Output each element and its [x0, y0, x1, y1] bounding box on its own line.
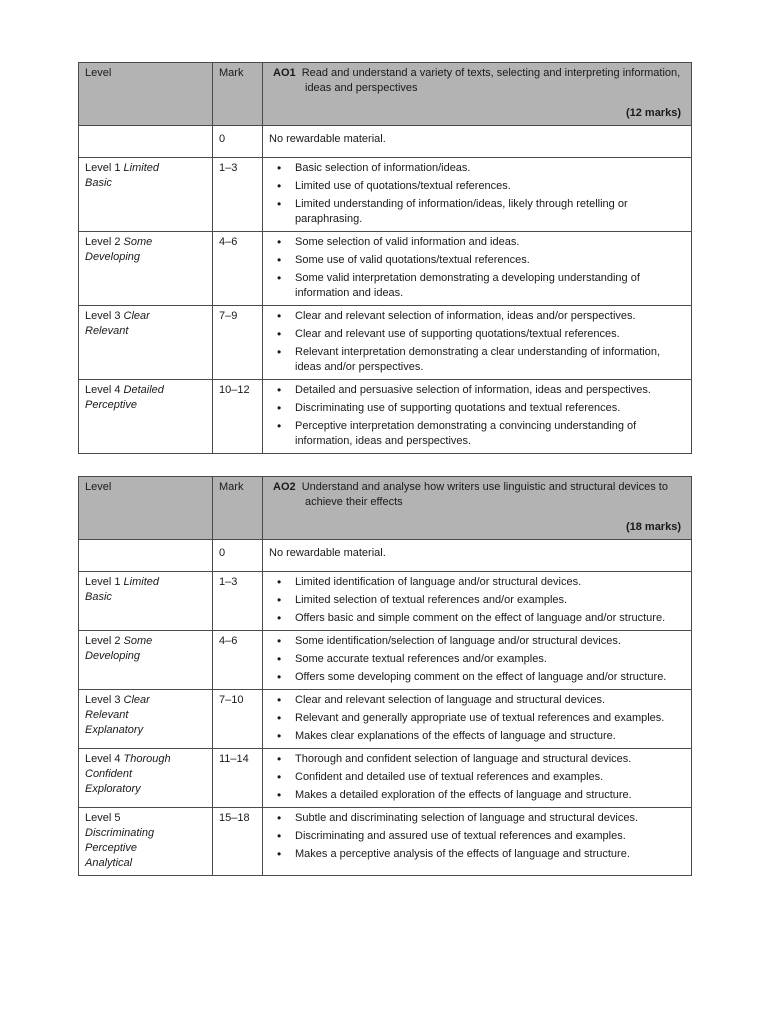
table-header-row	[79, 477, 692, 540]
level-descriptor: Developing	[85, 251, 141, 263]
total-marks: (12 marks)	[625, 107, 681, 119]
level-cell	[79, 540, 213, 572]
ao1-rubric-table	[78, 62, 692, 454]
criteria-item: • Clear and relevant selection of language and structural devices.	[269, 693, 685, 708]
ao-code: AO2	[273, 481, 296, 493]
level-name	[85, 812, 120, 824]
table-row	[79, 572, 692, 631]
criteria-list	[269, 693, 685, 744]
level-cell	[79, 631, 213, 690]
level-descriptor: Analytical	[85, 857, 133, 869]
level-cell	[79, 808, 213, 876]
criteria-item: • Limited identification of language and/or structural devices.	[269, 575, 685, 590]
criteria-item: • Discriminating use of supporting quotations and textual references.	[269, 401, 685, 416]
criteria-item: • Subtle and discriminating selection of language and structural devices.	[269, 811, 685, 826]
table-row	[79, 808, 692, 876]
level-number: Level 3	[85, 694, 124, 706]
criteria-item: • Basic selection of information/ideas.	[269, 161, 685, 176]
mark-range-cell: 4–6	[213, 631, 263, 690]
criteria-item: • Some accurate textual references and/or examples.	[269, 652, 685, 667]
mark-range-cell: 4–6	[213, 232, 263, 306]
table-header-row	[79, 63, 692, 126]
criteria-item: • Discriminating and assured use of textual references and examples.	[269, 829, 685, 844]
descriptor-cell	[263, 690, 692, 749]
table-row	[79, 380, 692, 454]
criteria-item: • Thorough and confident selection of language and structural devices.	[269, 752, 685, 767]
mark-range-cell: 11–14	[213, 749, 263, 808]
level-cell	[79, 572, 213, 631]
criteria-list	[269, 811, 685, 862]
mark-column-header: Mark	[213, 63, 263, 126]
level-number: Level 1	[85, 162, 124, 174]
descriptor-cell	[263, 631, 692, 690]
level-cell	[79, 690, 213, 749]
criteria-item: • Offers basic and simple comment on the effect of language and/or structure.	[269, 611, 685, 626]
level-name	[85, 310, 150, 322]
criteria-item: • Clear and relevant use of supporting quotations/textual references.	[269, 327, 685, 342]
criteria-list	[269, 383, 685, 449]
criteria-item: • Some identification/selection of language and/or structural devices.	[269, 634, 685, 649]
level-name	[85, 635, 152, 647]
level-descriptor: Basic	[85, 591, 112, 603]
level-descriptor: Clear	[123, 694, 150, 706]
criteria-item: • Confident and detailed use of textual references and examples.	[269, 770, 685, 785]
level-name	[85, 576, 159, 588]
level-descriptor: Detailed	[123, 384, 164, 396]
level-number: Level 4	[85, 384, 124, 396]
level-name	[85, 384, 164, 396]
descriptor-cell	[263, 232, 692, 306]
level-descriptor: Exploratory	[85, 783, 141, 795]
criteria-item: • Limited use of quotations/textual references.	[269, 179, 685, 194]
level-descriptor: Relevant	[85, 325, 129, 337]
mark-range-cell: 0	[213, 540, 263, 572]
level-cell	[79, 749, 213, 808]
ao-code: AO1	[273, 67, 296, 79]
descriptor-cell	[263, 380, 692, 454]
criteria-item: • Makes a perceptive analysis of the effects of language and structure.	[269, 847, 685, 862]
level-number: Level 4	[85, 753, 124, 765]
assessment-objective-header	[263, 63, 692, 126]
descriptor-cell	[263, 749, 692, 808]
no-material-text: No rewardable material.	[269, 547, 386, 559]
level-descriptor: Explanatory	[85, 724, 144, 736]
table-row	[79, 158, 692, 232]
ao-description: Understand and analyse how writers use linguistic and structural devices to achieve their effects	[301, 481, 668, 508]
level-cell	[79, 306, 213, 380]
table-row	[79, 631, 692, 690]
table-row	[79, 232, 692, 306]
criteria-list	[269, 161, 685, 227]
descriptor-cell	[263, 808, 692, 876]
descriptor-cell	[263, 158, 692, 232]
table-row	[79, 540, 692, 572]
mark-range-cell: 10–12	[213, 380, 263, 454]
level-number: Level 2	[85, 236, 124, 248]
level-descriptor: Basic	[85, 177, 112, 189]
table-row	[79, 126, 692, 158]
level-number: Level 2	[85, 635, 124, 647]
level-descriptor: Relevant	[85, 709, 129, 721]
descriptor-cell	[263, 540, 692, 572]
criteria-item: • Detailed and persuasive selection of information, ideas and perspectives.	[269, 383, 685, 398]
level-name	[85, 753, 171, 765]
criteria-item: • Limited selection of textual references and/or examples.	[269, 593, 685, 608]
ao2-rubric-table	[78, 476, 692, 876]
level-descriptor: Some	[123, 236, 153, 248]
mark-range-cell: 0	[213, 126, 263, 158]
ao-description: Read and understand a variety of texts, selecting and interpreting information, ideas and perspectives	[301, 67, 681, 94]
table-row	[79, 690, 692, 749]
level-descriptor: Developing	[85, 650, 141, 662]
criteria-list	[269, 235, 685, 301]
criteria-item: • Relevant and generally appropriate use of textual references and examples.	[269, 711, 685, 726]
mark-range-cell: 7–9	[213, 306, 263, 380]
mark-range-cell: 1–3	[213, 158, 263, 232]
criteria-item: • Makes clear explanations of the effects of language and structure.	[269, 729, 685, 744]
criteria-item: • Some use of valid quotations/textual references.	[269, 253, 685, 268]
level-cell	[79, 158, 213, 232]
level-column-header: Level	[79, 477, 213, 540]
mark-range-cell: 7–10	[213, 690, 263, 749]
descriptor-cell	[263, 306, 692, 380]
descriptor-cell	[263, 572, 692, 631]
level-descriptor: Confident	[85, 768, 133, 780]
level-cell	[79, 232, 213, 306]
level-name	[85, 694, 150, 706]
total-marks: (18 marks)	[625, 521, 681, 533]
level-cell	[79, 126, 213, 158]
level-descriptor: Limited	[123, 576, 159, 588]
criteria-item: • Relevant interpretation demonstrating a clear understanding of information, ideas and/or perspectives.	[269, 345, 685, 375]
level-name	[85, 162, 159, 174]
mark-column-header: Mark	[213, 477, 263, 540]
mark-range-cell: 15–18	[213, 808, 263, 876]
criteria-item: • Limited understanding of information/ideas, likely through retelling or paraphrasing.	[269, 197, 685, 227]
criteria-list	[269, 575, 685, 626]
descriptor-cell	[263, 126, 692, 158]
mark-range-cell: 1–3	[213, 572, 263, 631]
criteria-item: • Perceptive interpretation demonstrating a convincing understanding of information, ideas and perspectives.	[269, 419, 685, 449]
level-number: Level 1	[85, 576, 124, 588]
level-descriptor: Perceptive	[85, 842, 137, 854]
level-descriptor: Thorough	[123, 753, 171, 765]
criteria-item: • Clear and relevant selection of information, ideas and/or perspectives.	[269, 309, 685, 324]
level-descriptor: Clear	[123, 310, 150, 322]
assessment-objective-header	[263, 477, 692, 540]
level-descriptor: Limited	[123, 162, 159, 174]
criteria-item: • Makes a detailed exploration of the effects of language and structure.	[269, 788, 685, 803]
level-name	[85, 236, 152, 248]
level-number: Level 3	[85, 310, 124, 322]
no-material-text: No rewardable material.	[269, 133, 386, 145]
table-row	[79, 306, 692, 380]
level-descriptor: Perceptive	[85, 399, 137, 411]
criteria-list	[269, 634, 685, 685]
level-number: Level 5	[85, 812, 121, 824]
level-column-header: Level	[79, 63, 213, 126]
table-row	[79, 749, 692, 808]
level-cell	[79, 380, 213, 454]
criteria-item: • Some valid interpretation demonstrating a developing understanding of information and ideas.	[269, 271, 685, 301]
criteria-list	[269, 752, 685, 803]
criteria-item: • Offers some developing comment on the effect of language and/or structure.	[269, 670, 685, 685]
criteria-list	[269, 309, 685, 375]
level-descriptor: Discriminating	[85, 827, 155, 839]
criteria-item: • Some selection of valid information and ideas.	[269, 235, 685, 250]
level-descriptor: Some	[123, 635, 153, 647]
